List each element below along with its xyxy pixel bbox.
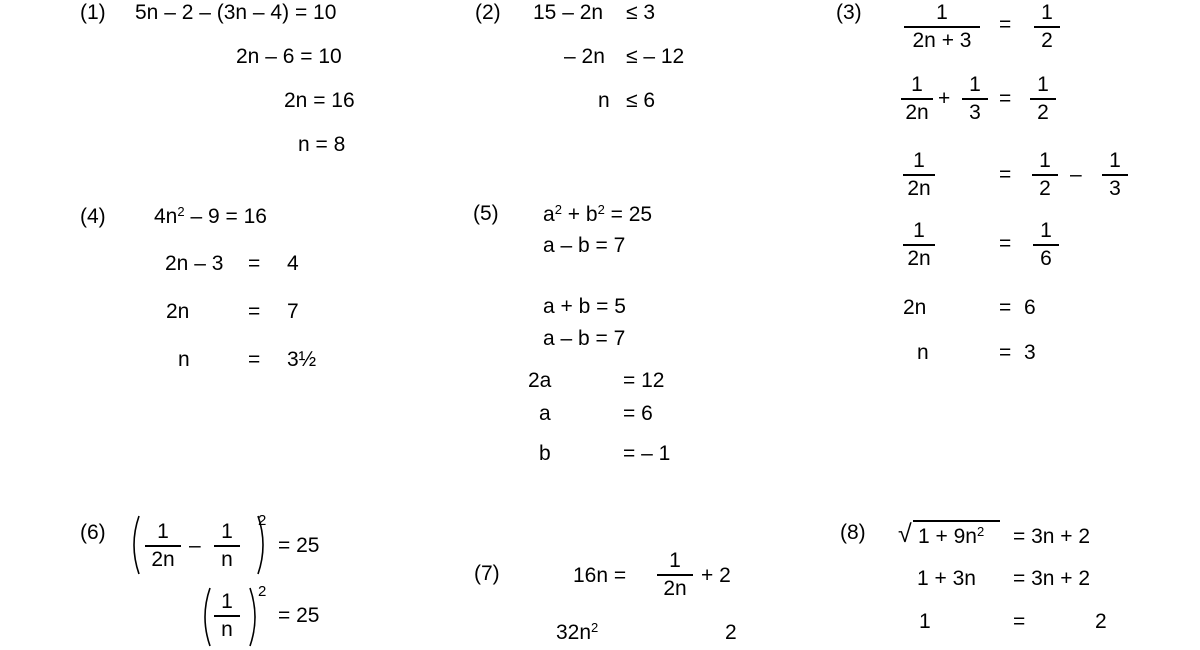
problem-7-lhs: 16n = — [573, 564, 627, 587]
problem-5-line-5-rhs: = 12 — [623, 369, 665, 392]
problem-5-line-2: a – b = 7 — [543, 234, 626, 257]
equals-sign: = — [999, 163, 1012, 186]
fraction: 1 2n — [901, 74, 933, 123]
problem-7-rhs: + 2 — [701, 564, 731, 587]
problem-3-label: (3) — [836, 1, 862, 24]
problem-1-line-1: 5n – 2 – (3n – 4) = 10 — [135, 1, 337, 24]
plus-sign: + — [938, 87, 951, 110]
problem-4-label: (4) — [80, 205, 106, 228]
problem-3-line-5-lhs: 2n — [903, 296, 927, 319]
problem-2-label: (2) — [475, 1, 501, 24]
equals-sign: = — [999, 296, 1012, 319]
problem-8-line-3-lhs: 1 — [919, 610, 931, 633]
problem-5-line-4: a – b = 7 — [543, 327, 626, 350]
equals-sign: = — [999, 87, 1012, 110]
problem-5-line-7-lhs: b — [539, 442, 551, 465]
problem-2-line-3-rel: ≤ 6 — [626, 89, 656, 112]
problem-8-line-3-eq: = — [1013, 610, 1026, 633]
problem-2-line-3-lhs: n — [598, 89, 610, 112]
problem-5-line-1: $a^2 + b^2 = 25$ — [543, 201, 653, 226]
problem-1-line-4: n = 8 — [298, 133, 346, 156]
problem-3-line-6-rhs: 3 — [1024, 341, 1036, 364]
minus-sign: – — [1070, 163, 1082, 186]
fraction: 1 n — [214, 591, 240, 640]
problem-7-line-2-lhs: $32n^2$ — [556, 619, 599, 644]
problem-6-rhs-2: = 25 — [278, 604, 320, 627]
problem-4-line-4-rhs: 3½ — [287, 348, 317, 371]
problem-2-line-1-rel: ≤ 3 — [626, 1, 656, 24]
exponent: 2 — [258, 512, 267, 529]
problem-3-line-6-lhs: n — [917, 341, 929, 364]
problem-6-rhs: = 25 — [278, 534, 320, 557]
problem-5-line-6-rhs: = 6 — [623, 402, 653, 425]
problem-2-line-2-lhs: – 2n — [564, 45, 605, 68]
problem-4-line-2-lhs: 2n – 3 — [165, 252, 224, 275]
problem-7-label: (7) — [474, 562, 500, 585]
problem-1-line-3: 2n = 16 — [284, 89, 355, 112]
equals-sign: = — [248, 348, 261, 371]
problem-5-line-7-rhs: = – 1 — [623, 442, 671, 465]
right-paren — [250, 588, 255, 646]
problem-8-line-2-rhs: = 3n + 2 — [1013, 567, 1091, 590]
fraction: 1 2n — [145, 521, 181, 570]
problem-2-line-1-lhs: 15 – 2n — [533, 1, 604, 24]
problem-5-line-5-lhs: 2a — [528, 369, 552, 392]
fraction: 1 3 — [962, 74, 988, 123]
fraction: 1 2 — [1034, 2, 1060, 51]
problem-8-radicand: $1 + 9n^2$ — [918, 523, 985, 548]
equals-sign: = — [999, 13, 1012, 36]
problem-1-label: (1) — [80, 1, 106, 24]
problem-4-line-2-rhs: 4 — [287, 252, 299, 275]
equals-sign: = — [999, 341, 1012, 364]
equals-sign: = — [248, 252, 261, 275]
fraction: 1 2n — [903, 150, 935, 199]
problem-8-line-3-rhs: 2 — [1095, 610, 1107, 633]
minus-sign: – — [189, 534, 201, 557]
square-root-icon: √ — [898, 520, 912, 548]
problem-4-line-4-lhs: n — [178, 348, 190, 371]
problem-8-label: (8) — [840, 521, 866, 544]
problem-3-line-5-rhs: 6 — [1024, 296, 1036, 319]
problem-2-line-2-rel: ≤ – 12 — [626, 45, 685, 68]
problem-1-line-2: 2n – 6 = 10 — [236, 45, 342, 68]
left-paren — [134, 516, 139, 574]
problem-4-line-1: $4n^2 - 9 = 16$ — [154, 203, 267, 228]
fraction: 1 2n + 3 — [904, 2, 980, 51]
problem-8-line-2-lhs: 1 + 3n — [917, 567, 976, 590]
fraction: 1 2n — [657, 550, 693, 599]
fraction: 1 n — [214, 521, 240, 570]
fraction: 1 2 — [1032, 150, 1058, 199]
fraction: 1 3 — [1102, 150, 1128, 199]
square-root-vinculum — [913, 520, 1000, 522]
problem-4-line-3-rhs: 7 — [287, 300, 299, 323]
equals-sign: = — [248, 300, 261, 323]
problem-8-rhs: = 3n + 2 — [1013, 525, 1091, 548]
equals-sign: = — [999, 232, 1012, 255]
fraction: 1 2n — [903, 220, 935, 269]
problem-5-label: (5) — [473, 202, 499, 225]
problem-6-label: (6) — [80, 521, 106, 544]
problem-4-line-3-lhs: 2n — [166, 300, 190, 323]
exponent: 2 — [258, 583, 267, 600]
problem-5-line-3: a + b = 5 — [543, 295, 626, 318]
fraction: 1 6 — [1033, 220, 1059, 269]
problem-5-line-6-lhs: a — [539, 402, 551, 425]
problem-7-line-2-rhs: 2 — [725, 621, 737, 644]
fraction: 1 2 — [1030, 74, 1056, 123]
left-paren — [205, 588, 210, 646]
